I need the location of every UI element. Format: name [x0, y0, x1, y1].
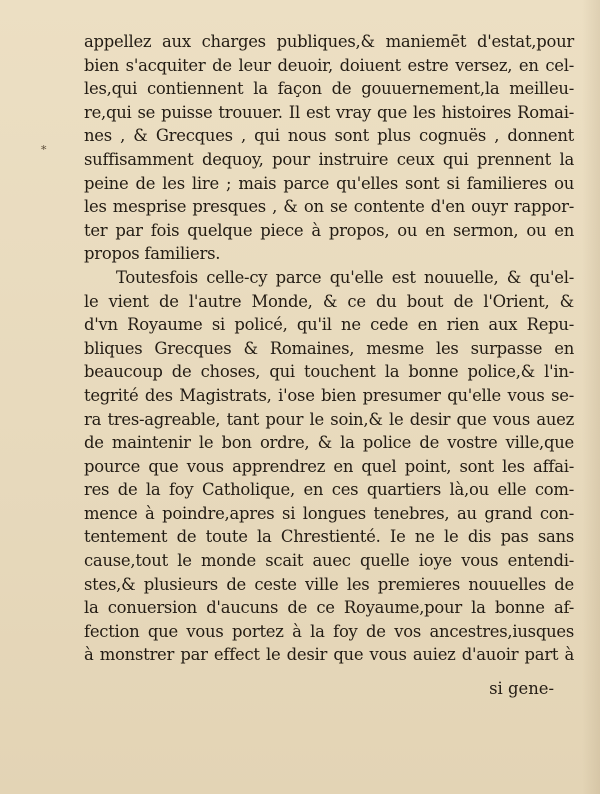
text-line-24: stes,& plusieurs de ceste ville les premieres nouuelles de	[84, 574, 574, 594]
text-line-21: mence à poindre,apres si longues tenebres, au grand con-	[84, 503, 574, 523]
text-line-8: les mesprise presques , & on se contente d'en ouyr rappor-	[84, 197, 574, 217]
text-line-27: à monstrer par effect le desir que vous auiez d'auoir part à	[84, 645, 574, 665]
text-line-9: ter par fois quelque piece à propos, ou en sermon, ou en	[84, 220, 574, 240]
text-line-25: la conuersion d'aucuns de ce Royaume,pour la bonne af-	[84, 598, 574, 618]
text-line-6: suffisamment dequoy, pour instruire ceux qui prennent la	[84, 149, 574, 169]
text-line-12: le vient de l'autre Monde, & ce du bout de l'Orient, &	[84, 291, 574, 311]
body-text	[84, 30, 574, 667]
text-line-20: res de la foy Catholique, en ces quartiers là,ou elle com-	[84, 480, 574, 500]
text-line-18: de maintenir le bon ordre, & la police de vostre ville,que	[84, 433, 574, 453]
text-line-1: appellez aux charges publiques,& maniemēt d'estat,pour	[84, 32, 574, 51]
text-line-3: les,qui contiennent la façon de gouuernement,la meilleu-	[84, 79, 574, 99]
text-line-13: d'vn Royaume si policé, qu'il ne cede en rien aux Repu-	[84, 315, 574, 335]
text-line-2: bien s'acquiter de leur deuoir, doiuent estre versez, en cel-	[84, 55, 574, 75]
text-line-23: cause,tout le monde scait auec quelle ioye vous entendi-	[84, 551, 574, 571]
paragraph-2-first-line: Toutesfois celle-cy parce qu'elle est nouuelle, & qu'el-	[116, 267, 574, 287]
text-line-5: nes , & Grecques , qui nous sont plus cognuës , donnent	[84, 126, 574, 146]
text-line-10: propos familiers.	[84, 244, 221, 264]
text-line-19: pource que vous apprendrez en quel point, sont les affai-	[84, 456, 574, 476]
text-line-22: tentement de toute la Chrestienté. Ie ne le dis pas sans	[84, 527, 574, 547]
catchword: si gene-	[489, 679, 554, 698]
page-edge-shadow	[582, 0, 600, 794]
text-line-7: peine de les lire ; mais parce qu'elles sont si familieres ou	[84, 173, 574, 193]
text-line-14: bliques Grecques & Romaines, mesme les surpasse en	[84, 338, 574, 358]
text-line-26: fection que vous portez à la foy de vos ancestres,iusques	[84, 621, 574, 641]
margin-mark: ∗	[40, 141, 48, 154]
text-line-15: beaucoup de choses, qui touchent la bonne police,& l'in-	[84, 362, 574, 382]
text-line-17: ra tres-agreable, tant pour le soin,& le desir que vous auez	[84, 409, 574, 429]
text-line-4: re,qui se puisse trouuer. Il est vray que les histoires Romai-	[84, 102, 574, 122]
text-line-16: tegrité des Magistrats, i'ose bien presumer qu'elle vous se-	[84, 385, 574, 405]
